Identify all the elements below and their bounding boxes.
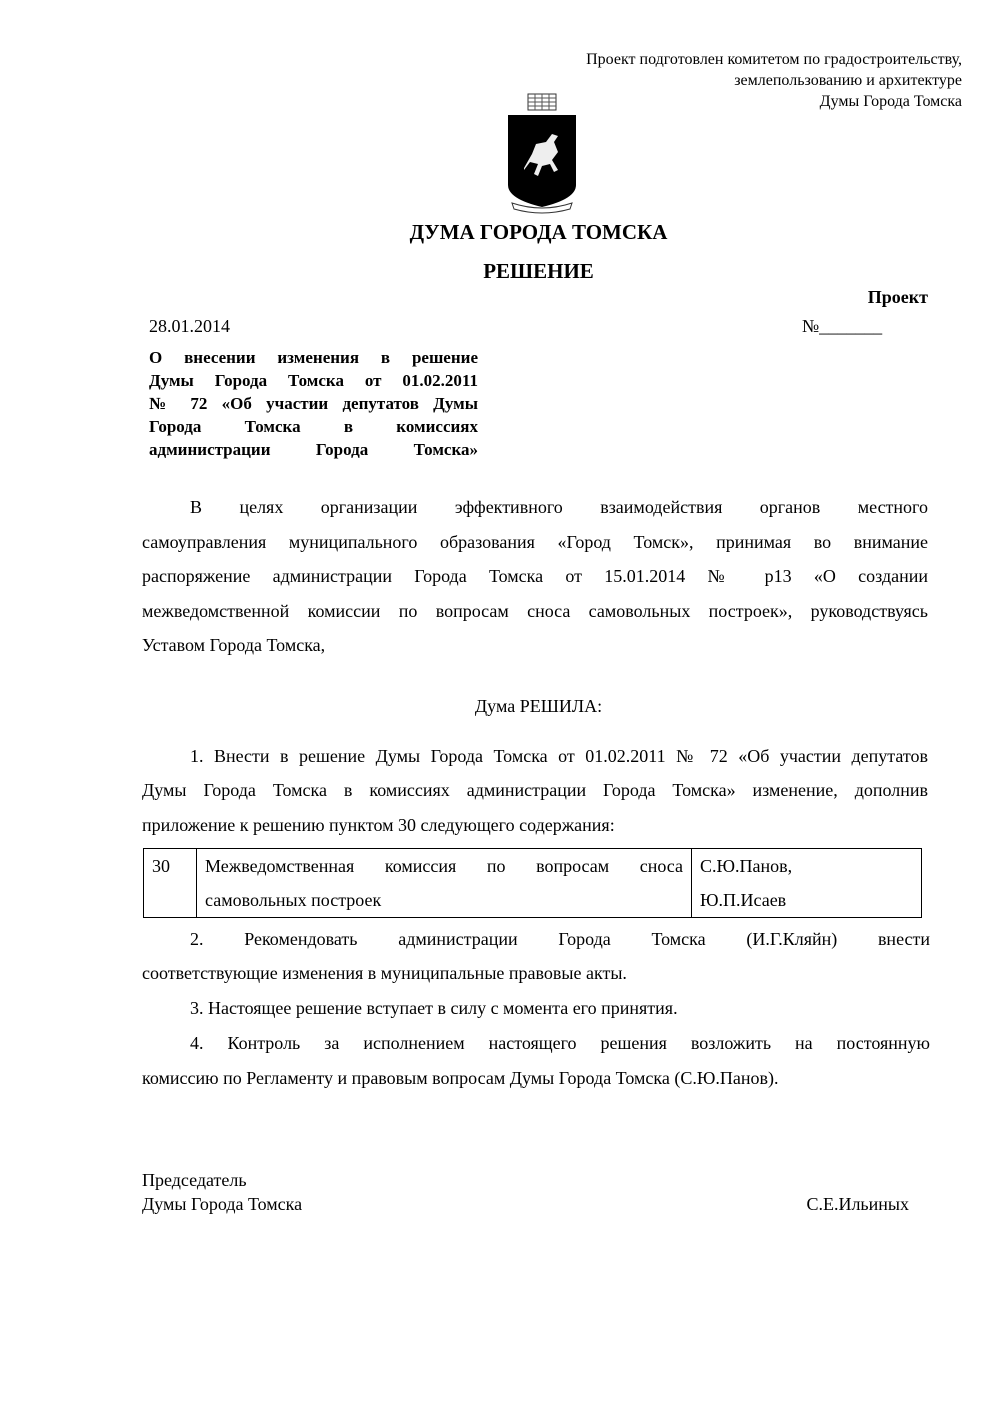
preamble-line: распоряжение администрации Города Томска от 15.01.2014 № р13 «О создании <box>142 566 928 586</box>
preamble-line: Уставом Города Томска, <box>142 635 326 655</box>
row-number: 30 <box>144 849 197 918</box>
header-note-line: землепользованию и архитектуре <box>734 72 962 89</box>
signature-position: Председатель <box>142 1170 247 1190</box>
member: Ю.П.Исаев <box>700 890 787 910</box>
document-date: 28.01.2014 <box>149 316 230 336</box>
org-title: ДУМА ГОРОДА ТОМСКА <box>409 220 668 244</box>
subject-line: Думы Города Томска от 01.02.2011 <box>149 371 478 390</box>
subject-line: № 72 «Об участии депутатов Думы <box>149 394 478 413</box>
subject-line: администрации Города Томска» <box>149 440 478 459</box>
item-1-line: приложение к решению пунктом 30 следующего содержания: <box>142 815 615 835</box>
signature-name: С.Е.Ильиных <box>806 1194 909 1214</box>
subject-line: О внесении изменения в решение <box>149 348 478 367</box>
header-note-line: Думы Города Томска <box>819 93 962 110</box>
header-note-line: Проект подготовлен комитетом по градостроительству, <box>586 51 962 68</box>
item-4-line: комиссию по Регламенту и правовым вопросам Думы Города Томска (С.Ю.Панов). <box>142 1068 779 1088</box>
commission-line: самовольных построек <box>205 890 382 910</box>
members-cell <box>692 849 922 918</box>
document-number: №_______ <box>802 316 883 336</box>
doc-type: РЕШЕНИЕ <box>483 259 594 283</box>
draft-label: Проект <box>867 287 928 307</box>
item-2-line: 2. Рекомендовать администрации Города Томска (И.Г.Кляйн) внести <box>190 929 930 949</box>
subject-line: Города Томска в комиссиях <box>149 417 478 436</box>
preamble-line: В целях организации эффективного взаимодействия органов местного <box>190 497 928 517</box>
table-row <box>144 849 922 918</box>
signature-position: Думы Города Томска <box>142 1194 303 1214</box>
item-3: 3. Настоящее решение вступает в силу с момента его принятия. <box>190 998 678 1018</box>
item-1-line: 1. Внести в решение Думы Города Томска от 01.02.2011 № 72 «Об участии депутатов <box>190 746 928 766</box>
decided-heading: Дума РЕШИЛА: <box>474 696 603 716</box>
item-1-line: Думы Города Томска в комиссиях администрации Города Томска» изменение, дополнив <box>142 780 928 800</box>
amendment-table <box>143 848 922 918</box>
preamble-line: межведомственной комиссии по вопросам сноса самовольных построек», руководствуясь <box>142 601 928 621</box>
member: С.Ю.Панов, <box>700 856 793 876</box>
commission-cell <box>197 849 692 918</box>
commission-line: Межведомственная комиссия по вопросам сноса <box>205 856 683 876</box>
item-4-line: 4. Контроль за исполнением настоящего решения возложить на постоянную <box>190 1033 930 1053</box>
preamble-line: самоуправления муниципального образования «Город Томск», принимая во внимание <box>142 532 928 552</box>
coat-of-arms-emblem <box>502 90 582 218</box>
item-2-line: соответствующие изменения в муниципальные правовые акты. <box>142 963 627 983</box>
